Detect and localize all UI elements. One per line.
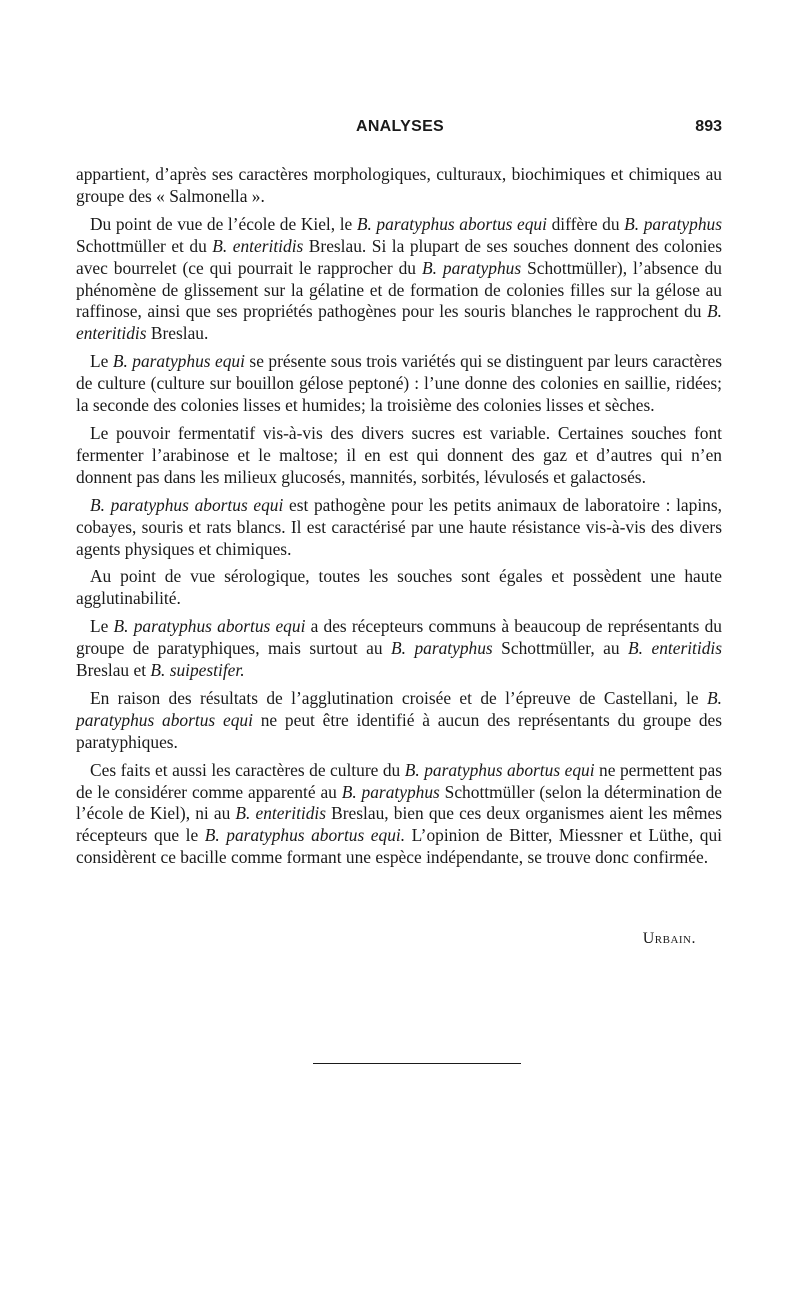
species-name: B. paratyphus abortus equi: [356, 213, 547, 234]
page-number: 893: [695, 118, 722, 135]
page-header: [78, 118, 722, 144]
species-name: B. paratyphus: [341, 781, 440, 802]
text-segment: Ces faits et aussi les caractères de culture du: [90, 759, 405, 780]
species-name: B. paratyphus abortus equi: [76, 687, 722, 730]
text-segment: ne peut être identifié à aucun des représentants du groupe des paratyphiques.: [76, 709, 723, 752]
text-segment: diffère du: [546, 213, 625, 234]
running-head: ANALYSES: [355, 118, 445, 135]
text-segment: Schottmüller (selon la détermination de l’école de Kiel), ni au: [76, 781, 722, 824]
text-segment: Le: [90, 616, 114, 637]
text-segment: Schottmüller, au: [492, 638, 629, 659]
species-name: B. paratyphus abortus equi: [90, 494, 284, 515]
author-signature: Urbain.: [642, 930, 696, 947]
text-segment: se présente sous trois variétés qui se distinguent par leurs caractères de culture (culture sur bouillon gélose peptoné) : l’une donne des colonies en saillie, ridées; la seconde des colonies lisses et humides; la troisième des colonies lisses et sèches.: [76, 351, 722, 416]
paragraph: [76, 164, 722, 208]
text-segment: Breslau.: [146, 323, 209, 344]
species-name: B. paratyphus abortus equi.: [204, 825, 406, 846]
text-segment: ne permettent pas de le considérer comme apparenté au: [76, 759, 722, 802]
paragraph: [76, 566, 722, 610]
article-body: [76, 164, 722, 875]
text-segment: Breslau. Si la plupart de ses souches donnent des colonies avec bourrelet (ce qui pourrait le rapprocher du: [76, 235, 722, 278]
text-segment: Le pouvoir fermentatif vis-à-vis des divers sucres est variable. Certaines souches font fermenter l’arabinose et le maltose; il en est qui donnent des gaz et d’autres qui n’en donnent pas dans les milieux glucosés, mannités, sorbités, lévulosés et galactosés.: [76, 422, 722, 487]
text-segment: L’opinion de Bitter, Miessner et Lüthe, qui considèrent ce bacille comme formant une espèce indépendante, se trouve donc confirmée.: [76, 825, 723, 868]
text-segment: Schottmüller), l’absence du phénomène de glissement sur la gélatine et de formation de colonies filles sur la gélose au raffinose, ainsi que ses propriétés pathogènes pour les souris blanches le rapprochent du: [76, 257, 723, 322]
paragraph: [76, 423, 722, 489]
section-end-rule: [313, 1063, 521, 1064]
species-name: B. enteritidis: [76, 301, 722, 344]
species-name: B. paratyphus: [391, 638, 493, 659]
text-segment: est pathogène pour les petits animaux de laboratoire : lapins, cobayes, souris et rats blancs. Il est caractérisé par une haute résistance vis-à-vis des divers agents physiques et chimiques.: [76, 494, 722, 559]
text-segment: Le: [90, 351, 113, 372]
species-name: B. paratyphus abortus equi: [404, 759, 595, 780]
text-segment: Breslau, bien que ces deux organismes aient les mêmes récepteurs que le: [76, 803, 723, 846]
species-name: B. enteritidis: [235, 803, 327, 824]
text-segment: a des récepteurs communs à beaucoup de représentants du groupe de paratyphiques, mais surtout au: [76, 616, 722, 659]
paragraph: [76, 495, 722, 561]
species-name: B. suipestifer.: [150, 660, 245, 681]
paragraph: [76, 214, 722, 345]
species-name: B. paratyphus abortus equi: [113, 616, 306, 637]
species-name: B. paratyphus: [624, 213, 722, 234]
text-segment: appartient, d’après ses caractères morphologiques, culturaux, biochimiques et chimiques au groupe des « Salmonella ».: [76, 164, 722, 206]
text-segment: En raison des résultats de l’agglutination croisée et de l’épreuve de Castellani, le: [90, 687, 708, 708]
text-segment: Du point de vue de l’école de Kiel, le: [90, 213, 357, 234]
species-name: B. enteritidis: [628, 638, 722, 659]
text-segment: Schottmüller et du: [76, 235, 213, 256]
text-segment: Breslau et: [76, 660, 151, 681]
text-segment: Au point de vue sérologique, toutes les souches sont égales et possèdent une haute agglutinabilité.: [76, 566, 722, 609]
paragraph: [76, 616, 722, 682]
species-name: B. paratyphus equi: [112, 351, 245, 372]
paragraph: [76, 760, 722, 870]
species-name: B. paratyphus: [421, 257, 522, 278]
paragraph: [76, 351, 722, 417]
species-name: B. enteritidis: [212, 235, 304, 256]
paragraph: [76, 688, 722, 754]
